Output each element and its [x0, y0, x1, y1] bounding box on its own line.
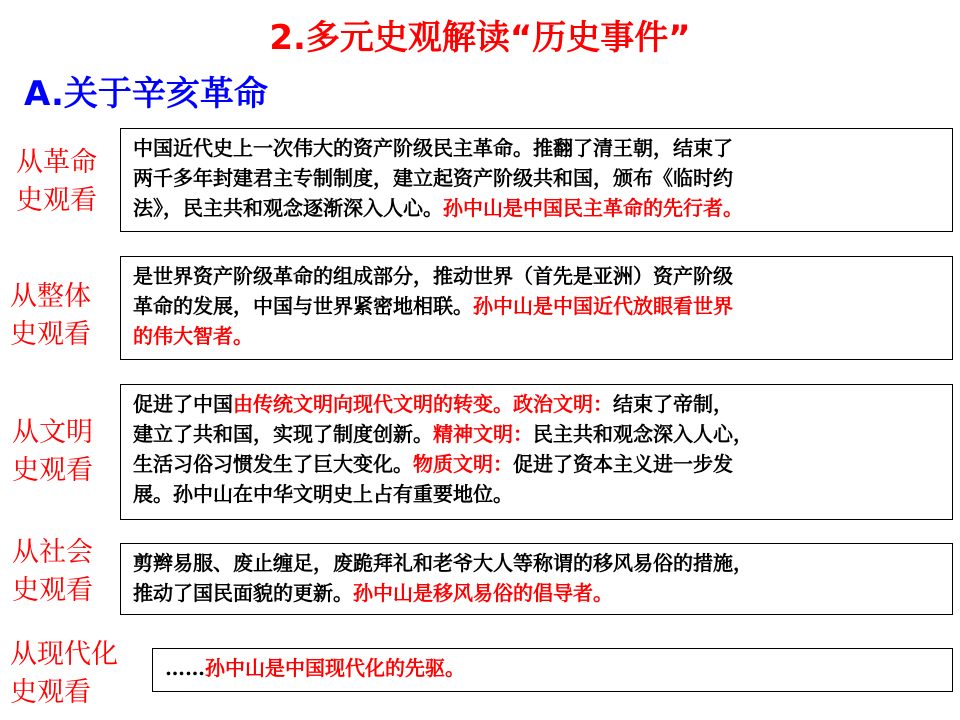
highlight-text: 由传统文明向现代文明的转变。政治文明： — [233, 392, 613, 416]
highlight-text: 孙中山是中国现代化的先驱。 — [205, 656, 465, 680]
label-line: 从革命 — [16, 147, 97, 178]
text-box-modernization-view — [152, 648, 953, 692]
section-subtitle: A.关于辛亥革命 — [24, 74, 268, 114]
highlight-text: 孙中山是移风易俗的倡导者。 — [353, 581, 613, 605]
label-line: 史观看 — [12, 455, 93, 486]
text-line — [133, 261, 946, 291]
label-line: 从社会 — [12, 537, 93, 568]
text-line — [133, 548, 946, 578]
body-text: 推动了国民面貌的更新。 — [133, 581, 353, 605]
label-holistic-view — [10, 278, 91, 354]
body-text: 促进了资本主义进一步发 — [513, 452, 733, 476]
text-line — [165, 653, 946, 683]
body-text: 剪辫易服、废止缠足，废跪拜礼和老爷大人等称谓的移风易俗的措施， — [133, 551, 753, 575]
text-line — [133, 389, 946, 419]
text-line — [133, 133, 946, 163]
text-box-holistic-view — [120, 256, 953, 360]
body-text: 展。孙中山在中华文明史上占有重要地位。 — [133, 482, 513, 506]
highlight-text: 孙中山是中国民主革命的先行者。 — [443, 196, 743, 220]
label-line: 史观看 — [10, 677, 91, 708]
body-text: 生活习俗习惯发生了巨大变化。 — [133, 452, 413, 476]
label-line: 史观看 — [10, 319, 91, 350]
text-line — [133, 449, 946, 479]
text-line — [133, 193, 946, 223]
body-text: 中国近代史上一次伟大的资产阶级民主革命。推翻了清王朝，结束了 — [133, 136, 733, 160]
text-line — [133, 479, 946, 509]
body-text: 法》，民主共和观念逐渐深入人心。 — [133, 196, 443, 220]
text-line — [133, 163, 946, 193]
body-text: …… — [165, 656, 205, 680]
label-line: 从现代化 — [10, 639, 118, 670]
label-civilization-view — [12, 414, 93, 490]
label-line: 从整体 — [10, 281, 91, 312]
label-modernization-view — [10, 636, 118, 712]
text-box-revolution-view — [120, 128, 953, 232]
body-text: 民主共和观念深入人心， — [533, 422, 753, 446]
text-box-society-view — [120, 543, 953, 615]
body-text: 促进了中国 — [133, 392, 233, 416]
highlight-text: 物质文明： — [413, 452, 513, 476]
label-line: 从文明 — [12, 417, 93, 448]
text-line — [133, 291, 946, 321]
text-line — [133, 578, 946, 608]
label-line: 史观看 — [12, 575, 93, 606]
label-line: 史观看 — [16, 185, 97, 216]
text-line — [133, 321, 946, 351]
text-box-civilization-view — [120, 384, 953, 520]
body-text: 建立了共和国，实现了制度创新。 — [133, 422, 433, 446]
highlight-text: 的伟大智者。 — [133, 324, 253, 348]
body-text: 革命的发展，中国与世界紧密地相联。 — [133, 294, 473, 318]
text-line — [133, 419, 946, 449]
highlight-text: 孙中山是中国近代放眼看世界 — [473, 294, 733, 318]
page-title: 2.多元史观解读“历史事件” — [269, 18, 691, 58]
label-revolution-view — [16, 144, 97, 220]
label-society-view — [12, 534, 93, 610]
body-text: 结束了帝制， — [613, 392, 733, 416]
highlight-text: 精神文明： — [433, 422, 533, 446]
body-text: 两千多年封建君主专制制度，建立起资产阶级共和国，颁布《临时约 — [133, 166, 733, 190]
body-text: 是世界资产阶级革命的组成部分，推动世界（首先是亚洲）资产阶级 — [133, 264, 733, 288]
